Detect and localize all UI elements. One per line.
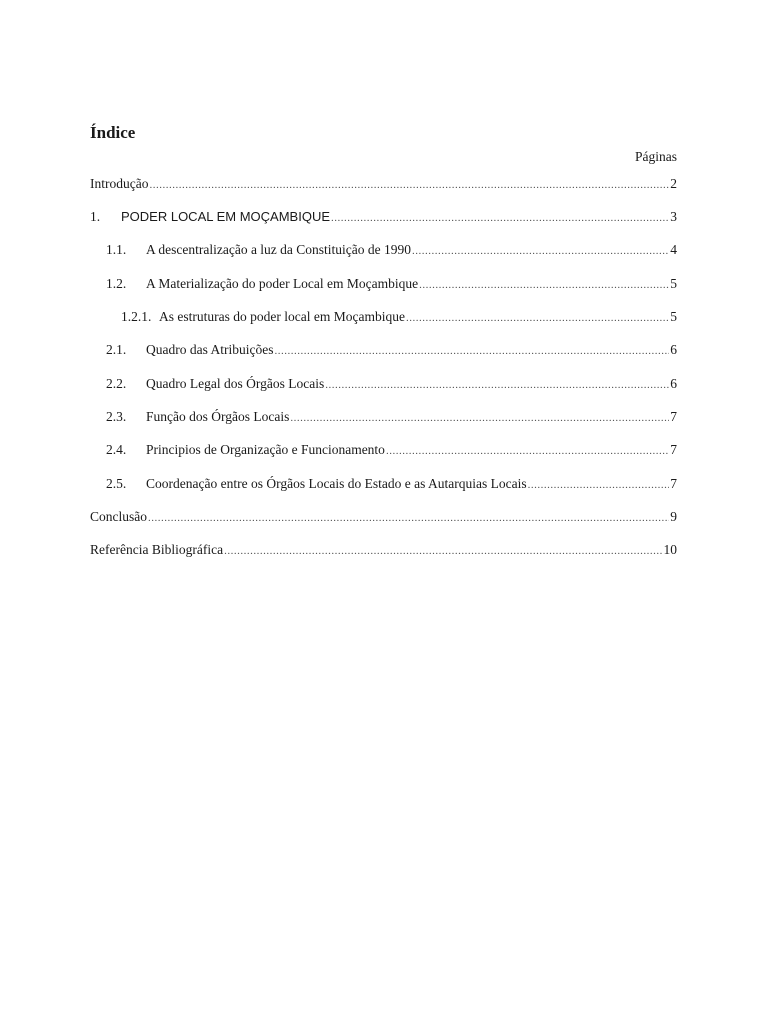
- toc-entry-text: Quadro das Atribuições: [146, 342, 274, 357]
- toc-entry-text: Referência Bibliográfica: [90, 542, 224, 557]
- toc-entry-1-2-1[interactable]: [121, 308, 677, 326]
- toc-entry-number: 2.1.: [106, 342, 127, 357]
- toc-entry-number: 2.3.: [106, 409, 127, 424]
- toc-entry-2-1[interactable]: [106, 341, 677, 359]
- toc-entry-1-2[interactable]: [106, 275, 677, 293]
- toc-leader-dots: [290, 408, 669, 427]
- toc-entry-page: 9: [670, 509, 677, 524]
- toc-entry-number: 1.: [90, 209, 101, 224]
- toc-entry-2-2[interactable]: [106, 375, 677, 393]
- toc-entry-number: 2.2.: [106, 376, 127, 391]
- toc-entry-page: 6: [670, 376, 677, 391]
- toc-leader-dots: [274, 341, 669, 360]
- toc-leader-dots: [406, 308, 669, 327]
- toc-entry-text: A descentralização a luz da Constituição de 1990: [146, 242, 412, 257]
- toc-leader-dots: [325, 375, 669, 394]
- toc-entry-text: A Materialização do poder Local em Moçambique: [146, 276, 419, 291]
- toc-entry-page: 2: [670, 176, 677, 191]
- toc-leader-dots: [224, 541, 662, 560]
- toc-entry-referencia-bibliografica[interactable]: [90, 541, 677, 559]
- toc-entry-number: 1.2.1.: [121, 309, 152, 324]
- toc-entry-1-1[interactable]: [106, 241, 677, 259]
- toc-entry-page: 7: [670, 409, 677, 424]
- toc-leader-dots: [412, 241, 669, 260]
- toc-entry-page: 5: [670, 276, 677, 291]
- toc-entry-2-3[interactable]: [106, 408, 677, 426]
- toc-entry-text: Função dos Órgãos Locais: [146, 409, 290, 424]
- toc-leader-dots: [419, 275, 669, 294]
- toc-entry-page: 4: [670, 242, 677, 257]
- toc-entry-page: 5: [670, 309, 677, 324]
- toc-entry-poder-local[interactable]: [90, 208, 677, 226]
- toc-leader-dots: [148, 508, 669, 527]
- toc-entry-text: Coordenação entre os Órgãos Locais do Estado e as Autarquias Locais: [146, 476, 527, 491]
- pages-column-label: Páginas: [635, 149, 677, 164]
- toc-entry-number: 2.4.: [106, 442, 127, 457]
- toc-entry-text: Quadro Legal dos Órgãos Locais: [146, 376, 325, 391]
- toc-entry-number: 1.1.: [106, 242, 127, 257]
- toc-entry-introducao[interactable]: [90, 175, 677, 193]
- toc-leader-dots: [331, 208, 669, 227]
- toc-leader-dots: [386, 441, 669, 460]
- toc-entry-page: 6: [670, 342, 677, 357]
- toc-leader-dots: [149, 175, 669, 194]
- toc-entry-text: Introdução: [90, 176, 149, 191]
- toc-entry-number: 1.2.: [106, 276, 127, 291]
- toc-entry-number: 2.5.: [106, 476, 127, 491]
- toc-entry-page: 7: [670, 442, 677, 457]
- toc-entry-page: 7: [670, 476, 677, 491]
- toc-entry-text: PODER LOCAL EM MOÇAMBIQUE: [121, 209, 330, 224]
- toc-entry-text: Conclusão: [90, 509, 147, 524]
- toc-entry-conclusao[interactable]: [90, 508, 677, 526]
- toc-entry-text: As estruturas do poder local em Moçambique: [159, 309, 405, 324]
- page-title: Índice: [90, 123, 136, 142]
- toc-leader-dots: [528, 475, 670, 494]
- toc-entry-page: 10: [663, 542, 677, 557]
- toc-entry-page: 3: [670, 209, 677, 224]
- toc-entry-text: Principios de Organização e Funcionamento: [146, 442, 385, 457]
- toc-entry-2-4[interactable]: [106, 441, 677, 459]
- toc-entry-2-5[interactable]: [106, 475, 677, 493]
